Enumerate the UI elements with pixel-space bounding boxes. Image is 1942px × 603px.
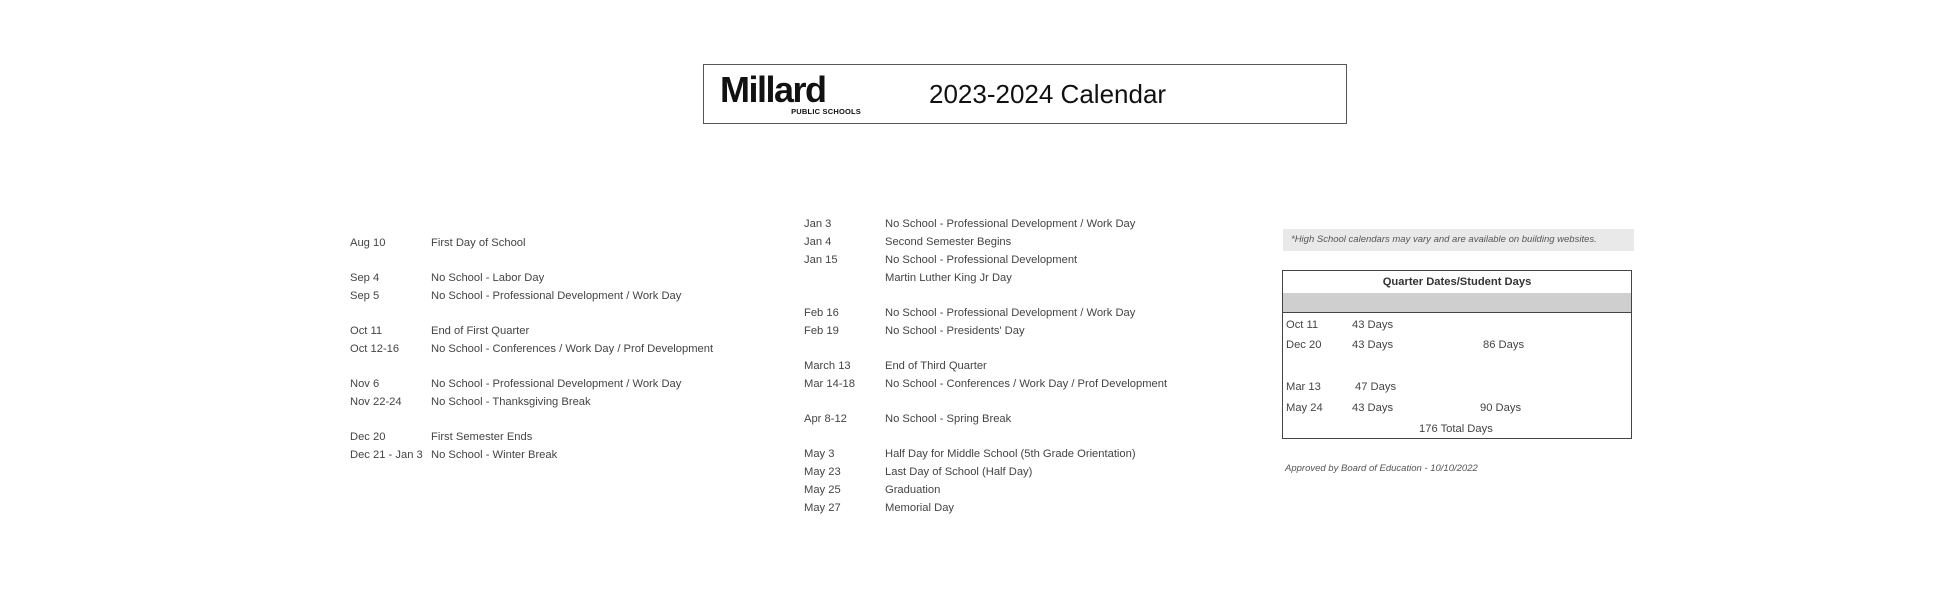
event-date: May 3 [804, 448, 835, 460]
event-text: No School - Thanksgiving Break [431, 396, 591, 408]
event-text: End of Third Quarter [885, 360, 987, 372]
event-text: Martin Luther King Jr Day [885, 272, 1012, 284]
event-text: No School - Spring Break [885, 413, 1012, 425]
quarter-table-title: Quarter Dates/Student Days [1283, 271, 1631, 294]
total-days: 176 Total Days [1419, 423, 1493, 435]
event-text: Second Semester Begins [885, 236, 1012, 248]
event-text: No School - Winter Break [431, 449, 558, 461]
quarter-date: Oct 11 [1286, 319, 1319, 331]
event-text: No School - Conferences / Work Day / Prof Development [431, 343, 714, 355]
page-title: 2023-2024 Calendar [929, 79, 1167, 109]
event-date: Dec 21 - Jan 3 [350, 449, 423, 461]
event-date: Mar 14-18 [804, 378, 855, 390]
event-text: No School - Labor Day [431, 272, 545, 284]
event-date: March 13 [804, 360, 851, 372]
event-date: Oct 11 [350, 325, 383, 337]
quarter-date: May 24 [1286, 402, 1323, 414]
event-date: Aug 10 [350, 237, 386, 249]
millard-logo [720, 69, 865, 116]
semester-days: 86 Days [1483, 339, 1525, 351]
event-date: Jan 15 [804, 254, 838, 266]
event-text: No School - Professional Development [885, 254, 1078, 266]
logo-subtitle: PUBLIC SCHOOLS [791, 107, 861, 116]
event-text: No School - Professional Development / Work Day [431, 290, 682, 302]
event-date: Sep 5 [350, 290, 380, 302]
quarter-days: 43 Days [1352, 319, 1394, 331]
event-text: No School - Professional Development / Work Day [431, 378, 682, 390]
event-date: Jan 3 [804, 218, 832, 230]
quarter-days: 43 Days [1352, 402, 1394, 414]
event-date: Sep 4 [350, 272, 380, 284]
event-text: Last Day of School (Half Day) [885, 466, 1033, 478]
quarter-date: Mar 13 [1286, 381, 1321, 393]
event-text: Graduation [885, 484, 941, 496]
event-date: Feb 16 [804, 307, 839, 319]
event-text: Memorial Day [885, 502, 955, 514]
event-text: No School - Professional Development / Work Day [885, 218, 1136, 230]
event-date: Jan 4 [804, 236, 832, 248]
event-text: Half Day for Middle School (5th Grade Orientation) [885, 448, 1136, 460]
quarter-days: 43 Days [1352, 339, 1394, 351]
quarter-date: Dec 20 [1286, 339, 1322, 351]
event-date: Nov 22-24 [350, 396, 402, 408]
event-text: No School - Professional Development / Work Day [885, 307, 1136, 319]
event-date: Nov 6 [350, 378, 380, 390]
event-date: May 25 [804, 484, 841, 496]
quarter-dates-table [1282, 270, 1632, 439]
event-date: Dec 20 [350, 431, 386, 443]
event-text: No School - Presidents' Day [885, 325, 1025, 337]
approval-note: Approved by Board of Education - 10/10/2022 [1285, 463, 1478, 474]
event-date: Apr 8-12 [804, 413, 847, 425]
event-text: First Semester Ends [431, 431, 533, 443]
event-date: Feb 19 [804, 325, 839, 337]
semester-days: 90 Days [1480, 402, 1522, 414]
event-date: Oct 12-16 [350, 343, 400, 355]
event-date: May 23 [804, 466, 841, 478]
quarter-table-band [1283, 293, 1631, 313]
high-school-note: *High School calendars may vary and are available on building websites. [1283, 229, 1634, 251]
event-date: May 27 [804, 502, 841, 514]
event-text: First Day of School [431, 237, 526, 249]
quarter-days: 47 Days [1355, 381, 1397, 393]
logo-wordmark: Millard [720, 69, 826, 110]
event-text: End of First Quarter [431, 325, 530, 337]
header-box [703, 64, 1347, 124]
event-text: No School - Conferences / Work Day / Prof Development [885, 378, 1168, 390]
